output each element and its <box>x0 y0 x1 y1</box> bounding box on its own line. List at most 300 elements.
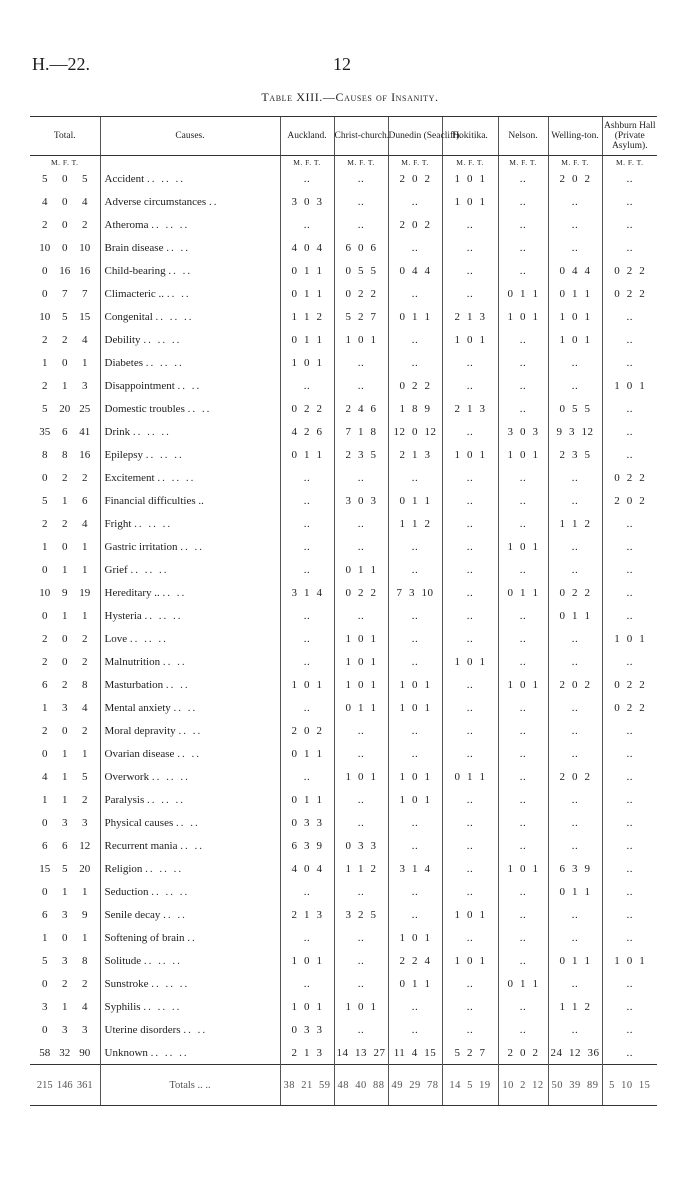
row-cause <box>100 489 280 512</box>
total-value: 1 <box>62 609 68 622</box>
dunedin-cell: .. <box>388 535 442 558</box>
hokitika-cell: 5 2 7 <box>442 1041 498 1065</box>
leader-dots: .. .. .. <box>157 471 196 484</box>
total-value: 5 <box>42 402 48 415</box>
total-value: 3 <box>82 816 88 829</box>
total-value: 1 <box>82 609 88 622</box>
dunedin-cell: 1 0 1 <box>388 696 442 719</box>
total-value: 1 <box>62 494 68 507</box>
cause-label: Senile decay <box>104 908 161 921</box>
total-value: 5 <box>42 172 48 185</box>
wellington-cell: .. <box>548 466 602 489</box>
cause-label: Sunstroke <box>104 977 149 990</box>
leader-dots: .. .. <box>197 1079 211 1091</box>
leader-dots: .. .. <box>183 1023 208 1036</box>
table-row <box>30 857 657 880</box>
auckland-cell: 2 0 2 <box>280 719 334 742</box>
leader-dots: .. .. <box>168 264 193 277</box>
ashburn-cell: 0 2 2 <box>602 696 657 719</box>
cause-label: Fright <box>104 517 132 530</box>
totals-label-cell <box>100 1065 280 1106</box>
mft-label: M. F. T. <box>388 156 442 168</box>
total-value: 1 <box>42 540 48 553</box>
header-dunedin: Dunedin (Seacliff). <box>388 117 442 156</box>
hokitika-cell: .. <box>442 466 498 489</box>
hokitika-cell: .. <box>442 627 498 650</box>
total-value: 25 <box>79 402 91 415</box>
wellington-cell: .. <box>548 374 602 397</box>
total-value: 4 <box>82 701 88 714</box>
total-value: 5 <box>42 494 48 507</box>
hokitika-cell: .. <box>442 696 498 719</box>
row-cause <box>100 351 280 374</box>
total-value: 1 <box>62 379 68 392</box>
total-value: 32 <box>59 1046 71 1059</box>
mft-row <box>30 156 657 168</box>
dunedin-cell: .. <box>388 627 442 650</box>
row-cause <box>100 972 280 995</box>
total-value: 3 <box>62 908 68 921</box>
row-total <box>30 857 100 880</box>
nelson-cell: 1 0 1 <box>498 857 548 880</box>
total-value: 58 <box>39 1046 51 1059</box>
header-causes: Causes. <box>100 117 280 156</box>
hokitika-cell: .. <box>442 673 498 696</box>
header-total: Total. <box>30 117 100 156</box>
leader-dots: .. <box>208 195 219 208</box>
total-value: 4 <box>82 1000 88 1013</box>
row-cause <box>100 282 280 305</box>
total-value: 6 <box>42 839 48 852</box>
table-row <box>30 397 657 420</box>
cause-label: Drink <box>104 425 131 438</box>
total-value: 2 <box>82 724 88 737</box>
nelson-cell: .. <box>498 949 548 972</box>
nelson-cell: 1 0 1 <box>498 305 548 328</box>
hokitika-cell: 1 0 1 <box>442 443 498 466</box>
auckland-cell: 0 1 1 <box>280 282 334 305</box>
row-cause <box>100 466 280 489</box>
ashburn-cell: 0 2 2 <box>602 466 657 489</box>
leader-dots: .. .. <box>162 586 187 599</box>
leader-dots: .. .. .. <box>150 1046 189 1059</box>
total-value: 0 <box>62 241 68 254</box>
total-value: 16 <box>59 264 71 277</box>
auckland-cell: .. <box>280 972 334 995</box>
header-nelson: Nelson. <box>498 117 548 156</box>
christchurch-cell: 1 0 1 <box>334 328 388 351</box>
total-value: 2 <box>82 218 88 231</box>
leader-dots: .. .. <box>177 747 201 760</box>
auckland-cell: .. <box>280 374 334 397</box>
leader-dots: .. .. <box>165 678 190 691</box>
total-value: 10 <box>39 241 51 254</box>
auckland-cell: 0 1 1 <box>280 788 334 811</box>
table-row <box>30 1018 657 1041</box>
mft-label: M. F. T. <box>280 156 334 168</box>
row-total <box>30 926 100 949</box>
row-total <box>30 1041 100 1065</box>
auckland-cell: 6 3 9 <box>280 834 334 857</box>
leader-dots: .. .. .. <box>151 770 190 783</box>
leader-dots: .. .. .. <box>130 563 169 576</box>
dunedin-cell: .. <box>388 811 442 834</box>
ashburn-cell: 1 0 1 <box>602 374 657 397</box>
table-row <box>30 972 657 995</box>
nelson-cell: .. <box>498 719 548 742</box>
dunedin-cell: .. <box>388 558 442 581</box>
auckland-cell: .. <box>280 489 334 512</box>
hokitika-cell: 2 1 3 <box>442 397 498 420</box>
dunedin-cell: .. <box>388 236 442 259</box>
table-row <box>30 489 657 512</box>
row-cause <box>100 167 280 190</box>
row-total <box>30 788 100 811</box>
auckland-cell: 0 3 3 <box>280 811 334 834</box>
nelson-cell: .. <box>498 604 548 627</box>
auckland-cell: .. <box>280 604 334 627</box>
row-total <box>30 604 100 627</box>
table-row <box>30 213 657 236</box>
nelson-cell: .. <box>498 167 548 190</box>
dunedin-cell: 0 1 1 <box>388 489 442 512</box>
auckland-cell: 0 1 1 <box>280 443 334 466</box>
christchurch-cell: 1 1 2 <box>334 857 388 880</box>
auckland-total: 38 21 59 <box>280 1065 334 1106</box>
row-cause <box>100 190 280 213</box>
cause-label: Moral depravity <box>104 724 176 737</box>
nelson-cell: .. <box>498 788 548 811</box>
christchurch-cell: 0 2 2 <box>334 581 388 604</box>
header-ashburn: Ashburn Hall (Private Asylum). <box>602 117 657 156</box>
auckland-cell: 4 2 6 <box>280 420 334 443</box>
total-value: 90 <box>79 1046 91 1059</box>
row-cause <box>100 857 280 880</box>
table-row <box>30 1041 657 1065</box>
row-cause <box>100 811 280 834</box>
row-total <box>30 466 100 489</box>
ashburn-cell: .. <box>602 351 657 374</box>
row-total <box>30 1018 100 1041</box>
ashburn-cell: .. <box>602 880 657 903</box>
cause-label: Domestic troubles <box>104 402 185 415</box>
row-cause <box>100 995 280 1018</box>
auckland-cell: 4 0 4 <box>280 236 334 259</box>
table-row <box>30 167 657 190</box>
ashburn-cell: .. <box>602 995 657 1018</box>
nelson-cell: .. <box>498 834 548 857</box>
hokitika-cell: 1 0 1 <box>442 949 498 972</box>
cause-label: Solitude <box>104 954 142 967</box>
ashburn-cell: 2 0 2 <box>602 489 657 512</box>
auckland-cell: 0 3 3 <box>280 1018 334 1041</box>
row-total <box>30 834 100 857</box>
document-reference: H.—22. <box>32 54 90 74</box>
hokitika-cell: 2 1 3 <box>442 305 498 328</box>
ashburn-cell: .. <box>602 972 657 995</box>
hokitika-cell: .. <box>442 857 498 880</box>
cause-label: Brain disease <box>104 241 164 254</box>
row-total <box>30 696 100 719</box>
row-cause <box>100 581 280 604</box>
nelson-cell: .. <box>498 489 548 512</box>
christchurch-cell: 0 1 1 <box>334 558 388 581</box>
christchurch-cell: .. <box>334 167 388 190</box>
cause-label: Diabetes <box>104 356 143 369</box>
hokitika-cell: 1 0 1 <box>442 328 498 351</box>
row-cause <box>100 236 280 259</box>
total-value: 2 <box>82 471 88 484</box>
cause-label: Disappointment <box>104 379 175 392</box>
total-value: 0 <box>42 747 48 760</box>
christchurch-cell: .. <box>334 719 388 742</box>
leader-dots: .. .. <box>178 724 203 737</box>
wellington-cell: .. <box>548 627 602 650</box>
dunedin-cell: 2 0 2 <box>388 213 442 236</box>
row-cause <box>100 742 280 765</box>
total-value: 8 <box>82 678 88 691</box>
total-value: 4 <box>82 195 88 208</box>
cause-label: Excitement <box>104 471 155 484</box>
wellington-cell: .. <box>548 351 602 374</box>
row-total <box>30 558 100 581</box>
total-value: 5 <box>62 862 68 875</box>
dunedin-cell: 2 2 4 <box>388 949 442 972</box>
ashburn-cell: .. <box>602 328 657 351</box>
cause-label: Climacteric .. <box>104 287 165 300</box>
row-cause <box>100 696 280 719</box>
cause-label: Unknown <box>104 1046 148 1059</box>
total-value: 3 <box>62 701 68 714</box>
ashburn-cell: 0 2 2 <box>602 673 657 696</box>
row-cause <box>100 1041 280 1065</box>
christchurch-cell: 5 2 7 <box>334 305 388 328</box>
wellington-cell: 9 3 12 <box>548 420 602 443</box>
hokitika-cell: .. <box>442 420 498 443</box>
nelson-cell: .. <box>498 650 548 673</box>
total-value: 2 <box>42 379 48 392</box>
christchurch-cell: 0 2 2 <box>334 282 388 305</box>
total-value: 19 <box>79 586 91 599</box>
auckland-cell: .. <box>280 535 334 558</box>
auckland-cell: .. <box>280 213 334 236</box>
mft-label: M. F. T. <box>548 156 602 168</box>
row-cause <box>100 788 280 811</box>
dunedin-cell: 2 1 3 <box>388 443 442 466</box>
row-cause <box>100 834 280 857</box>
total-value: 1 <box>62 563 68 576</box>
christchurch-cell: .. <box>334 604 388 627</box>
table-row <box>30 328 657 351</box>
ashburn-cell: .. <box>602 742 657 765</box>
ashburn-cell: .. <box>602 305 657 328</box>
wellington-cell: 0 1 1 <box>548 949 602 972</box>
hokitika-cell: .. <box>442 972 498 995</box>
wellington-cell: 1 0 1 <box>548 305 602 328</box>
leader-dots: .. .. <box>166 241 190 254</box>
table-row <box>30 719 657 742</box>
row-total <box>30 811 100 834</box>
dunedin-cell: .. <box>388 1018 442 1041</box>
row-total <box>30 742 100 765</box>
nelson-cell: .. <box>498 742 548 765</box>
dunedin-cell: .. <box>388 719 442 742</box>
dunedin-cell: 0 4 4 <box>388 259 442 282</box>
ashburn-total: 5 10 15 <box>602 1065 657 1106</box>
total-value: 6 <box>62 425 68 438</box>
leader-dots: .. .. .. <box>151 218 190 231</box>
cause-label: Grief <box>104 563 128 576</box>
nelson-cell: .. <box>498 351 548 374</box>
total-value: 16 <box>79 264 91 277</box>
ashburn-cell: .. <box>602 811 657 834</box>
total-value: 2 <box>82 793 88 806</box>
row-total <box>30 167 100 190</box>
wellington-cell: .. <box>548 236 602 259</box>
christchurch-cell: 1 0 1 <box>334 650 388 673</box>
row-total <box>30 443 100 466</box>
cause-label: Masturbation <box>104 678 164 691</box>
auckland-cell: .. <box>280 880 334 903</box>
table-row <box>30 190 657 213</box>
table-row <box>30 995 657 1018</box>
total-value: 5 <box>82 770 88 783</box>
wellington-cell: 2 0 2 <box>548 673 602 696</box>
leader-dots: .. <box>187 931 197 944</box>
table-row <box>30 420 657 443</box>
hokitika-cell: .. <box>442 811 498 834</box>
auckland-cell: 4 0 4 <box>280 857 334 880</box>
hokitika-cell: .. <box>442 259 498 282</box>
ashburn-cell: .. <box>602 420 657 443</box>
total-value: 215 <box>36 1079 53 1091</box>
nelson-cell: .. <box>498 374 548 397</box>
auckland-cell: 2 1 3 <box>280 1041 334 1065</box>
christchurch-cell: 6 0 6 <box>334 236 388 259</box>
cause-label: Softening of brain <box>104 931 185 944</box>
nelson-cell: .. <box>498 926 548 949</box>
total-value: 0 <box>62 632 68 645</box>
row-cause <box>100 880 280 903</box>
total-value: 361 <box>76 1079 93 1091</box>
christchurch-cell: 0 5 5 <box>334 259 388 282</box>
row-cause <box>100 558 280 581</box>
row-total <box>30 328 100 351</box>
dunedin-cell: 2 0 2 <box>388 167 442 190</box>
row-cause <box>100 949 280 972</box>
nelson-cell: .. <box>498 213 548 236</box>
christchurch-cell: 7 1 8 <box>334 420 388 443</box>
leader-dots: .. .. .. <box>132 425 171 438</box>
cause-label: Seduction <box>104 885 149 898</box>
auckland-cell: .. <box>280 512 334 535</box>
leader-dots: .. .. .. <box>146 172 185 185</box>
dunedin-cell: 1 1 2 <box>388 512 442 535</box>
hokitika-cell: .. <box>442 236 498 259</box>
nelson-cell: 1 0 1 <box>498 673 548 696</box>
christchurch-cell: .. <box>334 788 388 811</box>
table-row <box>30 512 657 535</box>
total-value: 3 <box>82 379 88 392</box>
christchurch-cell: .. <box>334 972 388 995</box>
hokitika-cell: .. <box>442 995 498 1018</box>
leader-dots: .. .. <box>177 379 202 392</box>
total-value: 2 <box>62 977 68 990</box>
christchurch-cell: 2 4 6 <box>334 397 388 420</box>
wellington-cell: .. <box>548 788 602 811</box>
total-value: 41 <box>79 425 91 438</box>
auckland-cell: 3 0 3 <box>280 190 334 213</box>
header-auckland: Auckland. <box>280 117 334 156</box>
table-row <box>30 627 657 650</box>
total-value: 2 <box>42 655 48 668</box>
total-value: 0 <box>62 218 68 231</box>
christchurch-cell: .. <box>334 742 388 765</box>
totals-row <box>30 1065 657 1106</box>
total-value: 0 <box>42 885 48 898</box>
hokitika-cell: .. <box>442 604 498 627</box>
cause-label: Child-bearing <box>104 264 166 277</box>
total-value: 20 <box>79 862 91 875</box>
total-value: 6 <box>42 908 48 921</box>
row-total <box>30 259 100 282</box>
wellington-cell: 1 1 2 <box>548 995 602 1018</box>
total-value: 2 <box>82 977 88 990</box>
table-row <box>30 282 657 305</box>
ashburn-cell: .. <box>602 397 657 420</box>
row-total <box>30 535 100 558</box>
nelson-cell: .. <box>498 627 548 650</box>
row-cause <box>100 765 280 788</box>
leader-dots: .. .. <box>187 402 212 415</box>
table-row <box>30 351 657 374</box>
dunedin-cell: .. <box>388 328 442 351</box>
wellington-cell: .. <box>548 489 602 512</box>
mft-label: M. F. T. <box>442 156 498 168</box>
total-value: 2 <box>42 724 48 737</box>
christchurch-cell: 2 3 5 <box>334 443 388 466</box>
total-value: 1 <box>82 885 88 898</box>
total-value: 0 <box>42 1023 48 1036</box>
total-value: 8 <box>62 448 68 461</box>
nelson-cell: .. <box>498 466 548 489</box>
hokitika-total: 14 5 19 <box>442 1065 498 1106</box>
wellington-cell: 0 1 1 <box>548 282 602 305</box>
ashburn-cell: .. <box>602 512 657 535</box>
wellington-cell: .. <box>548 742 602 765</box>
auckland-cell: 1 0 1 <box>280 351 334 374</box>
nelson-cell: .. <box>498 397 548 420</box>
row-total <box>30 949 100 972</box>
auckland-cell: 3 1 4 <box>280 581 334 604</box>
dunedin-cell: 0 2 2 <box>388 374 442 397</box>
total-value: 10 <box>79 241 91 254</box>
total-value: 4 <box>82 517 88 530</box>
dunedin-cell: 12 0 12 <box>388 420 442 443</box>
cause-label: Debility <box>104 333 141 346</box>
dunedin-cell: 1 0 1 <box>388 673 442 696</box>
cause-label: Financial difficulties .. <box>104 494 204 507</box>
nelson-cell: 0 1 1 <box>498 282 548 305</box>
total-value: 0 <box>62 356 68 369</box>
cause-label: Hereditary .. <box>104 586 160 599</box>
table-row <box>30 880 657 903</box>
wellington-cell: .. <box>548 834 602 857</box>
hokitika-cell: .. <box>442 558 498 581</box>
row-total <box>30 213 100 236</box>
auckland-cell: 0 2 2 <box>280 397 334 420</box>
leader-dots: .. .. .. <box>129 632 168 645</box>
